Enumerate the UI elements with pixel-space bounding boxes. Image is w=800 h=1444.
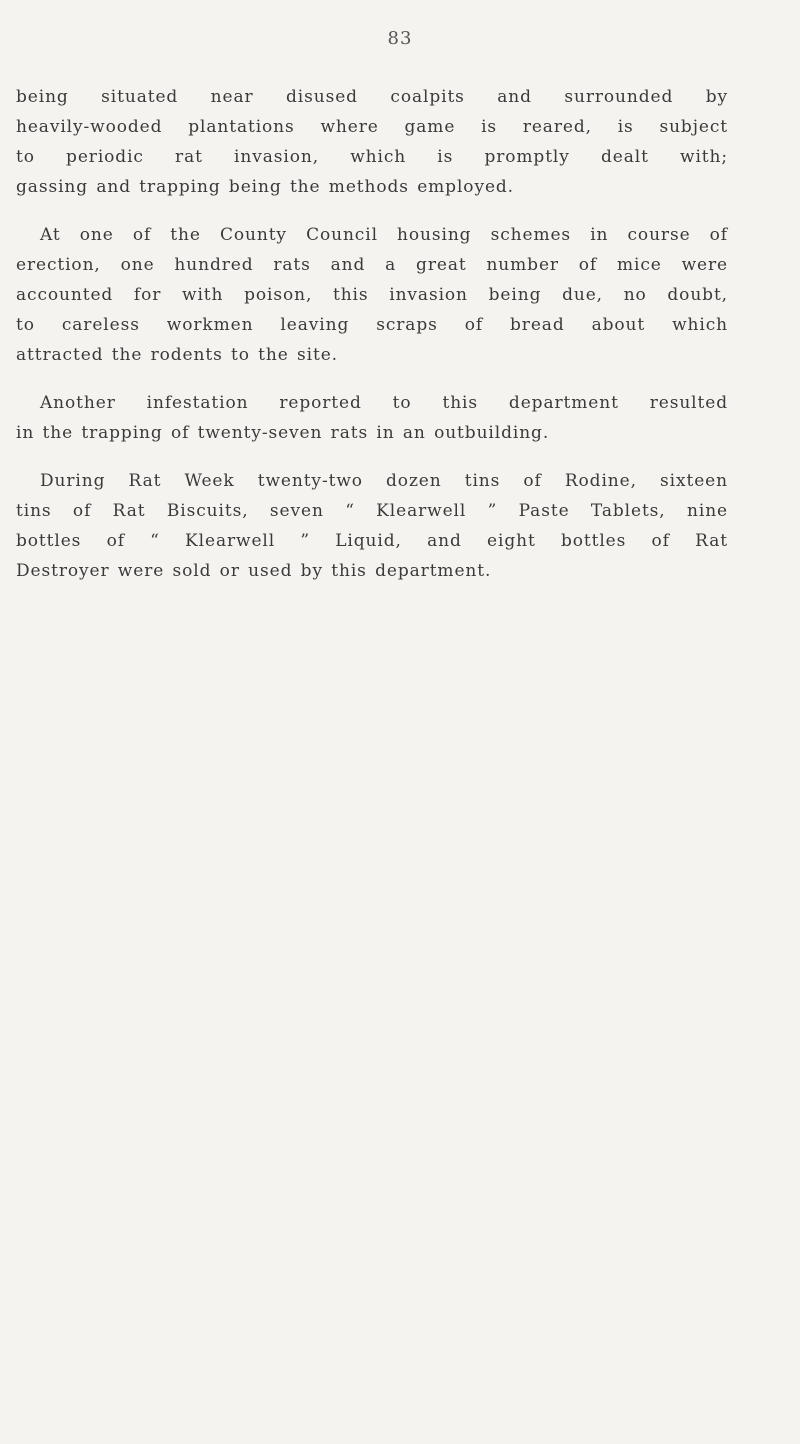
text-line: Another infestation reported to this department resulted: [40, 393, 728, 413]
page-number: 83: [387, 28, 413, 49]
paragraph-1: [16, 82, 728, 202]
text-line: in the trapping of twenty-seven rats in an outbuilding.: [16, 423, 550, 443]
text-line: During Rat Week twenty-two dozen tins of Rodine, sixteen: [40, 471, 728, 491]
paragraph-4: [16, 466, 728, 586]
text-line: attracted the rodents to the site.: [16, 345, 338, 365]
text-line: tins of Rat Biscuits, seven “ Klearwell ” Paste Tablets, nine: [16, 501, 728, 521]
text-line: to periodic rat invasion, which is promptly dealt with;: [16, 147, 728, 167]
text-line: heavily-wooded plantations where game is reared, is subject: [16, 117, 728, 137]
text-line: At one of the County Council housing schemes in course of: [40, 225, 728, 245]
text-line: to careless workmen leaving scraps of bread about which: [16, 315, 728, 335]
paragraph-3: [16, 388, 728, 448]
body-text: [16, 82, 728, 604]
paragraph-2: [16, 220, 728, 370]
text-line: Destroyer were sold or used by this department.: [16, 561, 492, 581]
text-line: erection, one hundred rats and a great number of mice were: [16, 255, 728, 275]
text-line: being situated near disused coalpits and surrounded by: [16, 87, 728, 107]
text-line: accounted for with poison, this invasion being due, no doubt,: [16, 285, 728, 305]
text-line: bottles of “ Klearwell ” Liquid, and eight bottles of Rat: [16, 531, 728, 551]
text-line: gassing and trapping being the methods employed.: [16, 177, 514, 197]
